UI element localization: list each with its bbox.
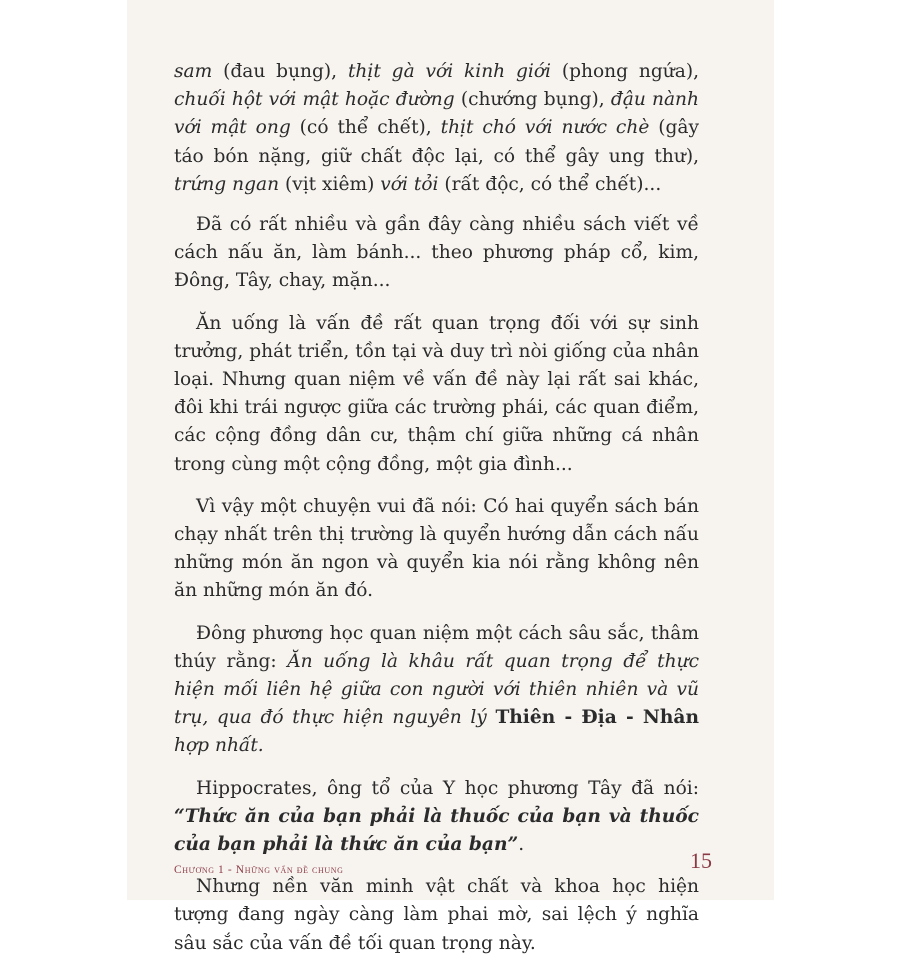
text-run: . bbox=[518, 834, 525, 856]
paragraph-4: Vì vậy một chuyện vui đã nói: Có hai quyển sách bán chạy nhất trên thị trường là quyển hướng dẫn cách nấu những món ăn ngon và quyển kia nói rằng không nên ăn những món ăn đó. bbox=[174, 495, 699, 602]
italic-term: đậu nành với mật ong bbox=[174, 89, 699, 139]
body-text bbox=[174, 58, 699, 972]
text-run: (chướng bụng), bbox=[454, 89, 611, 111]
italic-term: với tỏi bbox=[380, 173, 439, 195]
chapter-footer-title: Chương 1 - Những vấn đề chung bbox=[174, 864, 344, 876]
text-run: (đau bụng), bbox=[212, 61, 348, 82]
bold-italic-quote: “Thức ăn của bạn phải là thuốc của bạn và thuốc của bạn phải là thức ăn của bạn” bbox=[174, 805, 699, 856]
text-run: (phong ngứa), bbox=[551, 61, 699, 82]
text-run: Hippocrates, ông tổ của Y học phương Tây đã nói: bbox=[196, 777, 699, 799]
bold-term: Thiên - Địa - Nhân bbox=[495, 707, 699, 729]
italic-term: sam bbox=[174, 61, 213, 82]
text-run: (có thể chết), bbox=[290, 117, 441, 139]
text-run: (vịt xiêm) bbox=[279, 173, 381, 195]
italic-term: thịt gà với kinh giới bbox=[347, 61, 551, 82]
italic-quote: hợp nhất. bbox=[174, 735, 264, 757]
paragraph-6 bbox=[174, 775, 699, 860]
text-run: Đông phương học quan niệm một cách sâu sắc, thâm thúy rằng: bbox=[174, 622, 699, 672]
italic-quote: Ăn uống là khâu rất quan trọng để thực hiện mối liên hệ giữa con người với thiên nhiên và vũ trụ, qua đó thực hiện nguyên lý bbox=[174, 650, 699, 729]
italic-term: chuối hột với mật hoặc đường bbox=[174, 89, 455, 111]
page-number: 15 bbox=[690, 848, 712, 873]
italic-term: trứng ngan bbox=[174, 173, 280, 195]
paragraph-3: Ăn uống là vấn đề rất quan trọng đối với sự sinh trưởng, phát triển, tồn tại và duy trì nòi giống của nhân loại. Nhưng quan niệm về vấn đề này lại rất sai khác, đôi khi trái ngược giữa các trường phái, các quan điểm, các cộng đồng dân cư, thậm chí giữa những cá nhân trong cùng một cộng đồng, một gia đình... bbox=[174, 312, 699, 475]
paragraph-7: Nhưng nền văn minh vật chất và khoa học hiện tượng đang ngày càng làm phai mờ, sai lệch ý nghĩa sâu sắc của vấn đề tối quan trọng này. bbox=[174, 876, 699, 954]
paragraph-2: Đã có rất nhiều và gần đây càng nhiều sách viết về cách nấu ăn, làm bánh... theo phương pháp cổ, kim, Đông, Tây, chay, mặn... bbox=[174, 214, 699, 292]
italic-term: thịt chó với nước chè bbox=[440, 117, 650, 139]
paragraph-1 bbox=[174, 58, 699, 199]
paragraph-5 bbox=[174, 620, 699, 761]
text-run: (rất độc, có thể chết)... bbox=[438, 173, 662, 195]
text-run: (gây táo bón nặng, giữ chất độc lại, có thể gây ung thư), bbox=[174, 117, 700, 167]
